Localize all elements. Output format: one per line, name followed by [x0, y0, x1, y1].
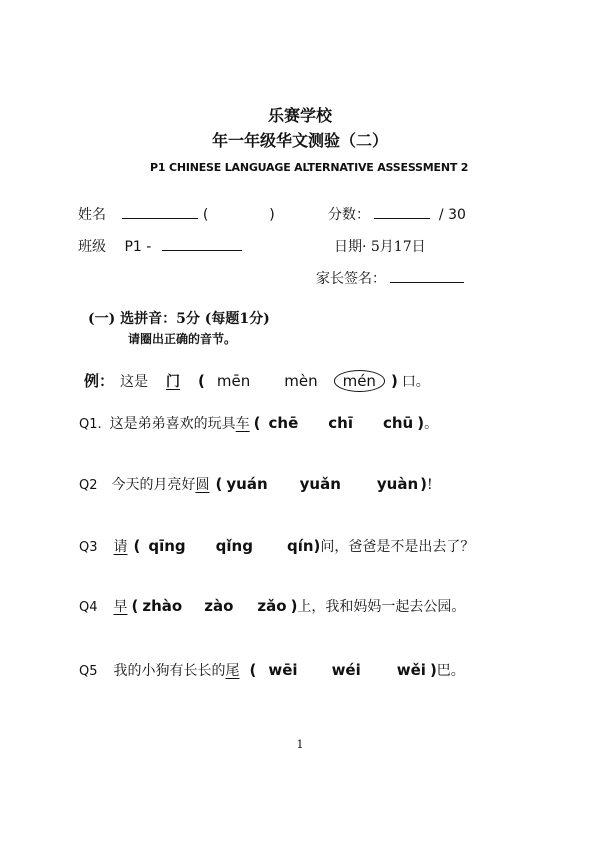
score-field: [328, 204, 466, 224]
example-after: 口。: [401, 374, 430, 390]
exam-title-english: P1 CHINESE LANGUAGE ALTERNATIVE ASSESSMENT 2: [150, 161, 469, 174]
question-option[interactable]: wěi: [396, 661, 426, 679]
example-option-2: mèn: [284, 372, 318, 390]
question-paren-open: (: [253, 414, 261, 432]
question-option[interactable]: zǎo: [257, 597, 287, 615]
example-paren-open: (: [198, 372, 205, 390]
name-paren-close: ): [269, 207, 275, 223]
question-after: !: [427, 477, 433, 493]
section-instruction: 请圈出正确的音节。: [128, 332, 237, 346]
question-option[interactable]: wéi: [331, 661, 361, 679]
parent-sign-blank[interactable]: [390, 270, 464, 283]
question-after: 。: [424, 416, 439, 432]
example-option-circled: mén: [334, 370, 385, 392]
question-option[interactable]: zhào: [142, 597, 183, 615]
question-option[interactable]: chē: [268, 414, 299, 432]
question-4: [79, 596, 465, 616]
question-paren-close: ): [313, 537, 321, 555]
question-3: [79, 536, 474, 556]
question-target: 请: [113, 539, 128, 555]
question-option[interactable]: qīng: [148, 537, 186, 555]
question-paren-close: ): [417, 414, 425, 432]
question-option[interactable]: qín: [286, 537, 314, 555]
school-name: 乐赛学校: [267, 106, 332, 125]
exam-title: 年一年级华文测验（二）: [211, 131, 388, 150]
question-target: 早: [113, 599, 128, 615]
class-field: [78, 236, 242, 256]
example-label: 例：: [84, 372, 115, 390]
example-row: [84, 370, 430, 392]
question-paren-open: (: [215, 475, 223, 493]
section-heading: (一) 选拼音：5分 (每题1分): [88, 311, 270, 327]
question-option[interactable]: yuǎn: [299, 475, 341, 493]
question-option[interactable]: wēi: [268, 661, 298, 679]
question-option[interactable]: chū: [382, 414, 414, 432]
question-paren-open: (: [131, 597, 139, 615]
question-number: Q2: [79, 478, 98, 493]
question-option[interactable]: chī: [328, 414, 353, 432]
question-number: Q5: [79, 664, 98, 679]
question-number: Q1.: [79, 417, 102, 432]
question-number: Q4: [79, 600, 98, 615]
class-blank[interactable]: [162, 238, 242, 251]
question-paren-close: ): [420, 475, 428, 493]
parent-sign-label: 家长签名：: [316, 271, 386, 287]
example-target: 门: [166, 374, 181, 390]
score-total: / 30: [438, 207, 466, 223]
parent-sign-field: [316, 268, 464, 288]
question-target: 圆: [195, 477, 210, 493]
question-paren-open: (: [133, 537, 141, 555]
name-paren-open: (: [202, 207, 209, 223]
question-target: 车: [235, 416, 250, 432]
question-after: 问，爸爸是不是出去了？: [320, 539, 475, 555]
question-number: Q3: [79, 540, 98, 555]
question-paren-close: ): [290, 597, 298, 615]
question-after: 巴。: [436, 663, 465, 679]
question-before: 我的小狗有长长的: [113, 663, 226, 679]
question-after: 上，我和妈妈一起去公园。: [297, 599, 466, 615]
question-paren-open: (: [249, 661, 257, 679]
question-before: 这是弟弟喜欢的玩具: [109, 416, 236, 432]
class-prefix: P1 -: [124, 239, 152, 255]
page-number: 1: [296, 738, 304, 751]
name-field: [78, 204, 275, 224]
question-option[interactable]: yuàn: [376, 475, 419, 493]
question-before: 今天的月亮好: [111, 477, 196, 493]
score-blank[interactable]: [374, 206, 430, 219]
class-label: 班级: [78, 239, 106, 255]
question-1: [79, 413, 438, 433]
question-5: [79, 660, 465, 680]
question-2: [79, 474, 433, 494]
example-paren-close: ): [390, 372, 398, 390]
score-label: 分数：: [328, 207, 370, 223]
name-blank[interactable]: [122, 206, 198, 219]
name-label: 姓名: [78, 207, 106, 223]
question-option[interactable]: yuán: [226, 475, 268, 493]
example-option-1: mēn: [216, 372, 251, 390]
example-before: 这是: [120, 374, 149, 390]
question-paren-close: ): [429, 661, 437, 679]
question-option[interactable]: qǐng: [215, 537, 253, 555]
date-field: 日期· 5月17日: [334, 239, 426, 255]
question-option[interactable]: zào: [204, 597, 234, 615]
question-target: 尾: [225, 663, 240, 679]
